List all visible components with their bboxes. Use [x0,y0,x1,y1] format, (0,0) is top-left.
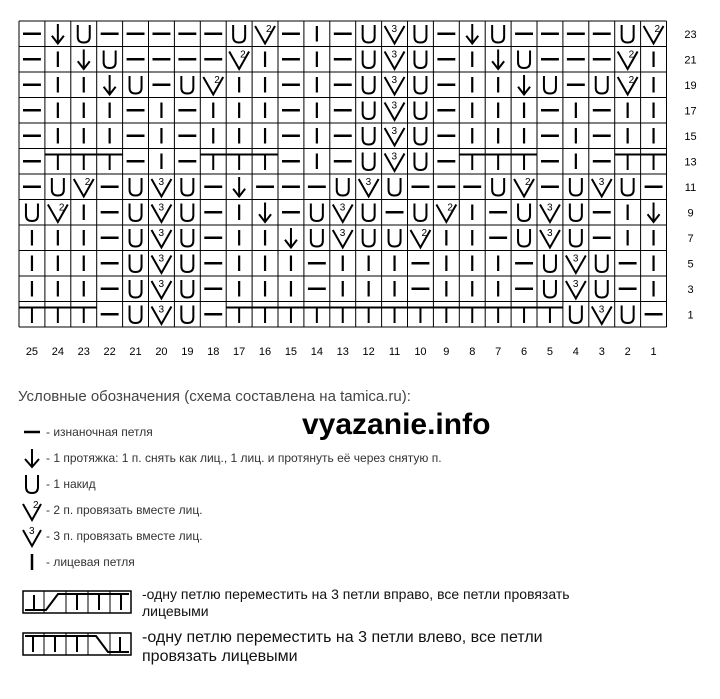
knit-stitch-icon [18,550,46,574]
column-label: 18 [207,346,220,358]
decrease-count: 2 [447,202,453,214]
k2tog-stitch [514,179,534,197]
yarn-over [311,229,323,247]
yarn-over [363,25,375,43]
decrease-count: 2 [58,202,65,214]
legend-item-k3tog [18,524,203,548]
decrease-count: 3 [391,126,398,137]
row-label: 23 [684,28,697,41]
row-label: 15 [684,130,697,143]
legend-text: - 1 протяжка: 1 п. снять как лиц., 1 лиц. и протянуть её через снятую п. [46,451,442,465]
site-brand: vyazanie.info [302,408,491,441]
decrease-count: 2 [214,75,220,86]
k2tog-stitch [203,77,223,95]
decrease-count: 2 [84,177,91,188]
yarn-over [130,178,142,196]
yarn-over [181,306,193,324]
yarn-over [570,229,582,247]
column-label: 8 [469,346,476,358]
column-label: 16 [258,346,272,358]
yarn-over [181,229,193,247]
column-label: 3 [598,346,605,358]
decrease-count: 2 [654,24,661,35]
yarn-over [596,280,608,298]
yarn-over [492,178,504,196]
decrease-count: 3 [158,304,165,316]
decrease-count: 3 [391,49,398,61]
yarn-over [622,25,634,43]
column-label: 24 [51,346,64,358]
row-label: 19 [684,79,697,92]
yarn-over [414,102,426,120]
k2tog-stitch [255,26,275,44]
column-label: 1 [650,346,657,358]
column-label: 17 [233,346,246,358]
decrease-count: 2 [240,49,246,61]
cable-left-icon [22,632,132,656]
yarn-over [518,229,530,247]
column-label: 13 [336,346,349,358]
yarn-over [596,76,608,94]
legend-cable-right [22,586,622,620]
legend-text: - 2 п. провязать вместе лиц. [46,503,203,517]
yarn-over [570,306,582,324]
yarn-over [181,204,193,222]
decrease-count: 3 [158,177,165,188]
column-label: 25 [25,346,39,358]
decrease-count: 3 [158,253,165,265]
legend-item-yo [18,472,96,496]
yarn-over [414,51,426,69]
decrease-count: 3 [391,151,398,163]
yarn-over [414,153,426,171]
yarn-over-icon [18,472,46,496]
cable-right-icon [22,590,132,614]
decrease-count: 3 [365,177,372,188]
yarn-over [363,229,375,247]
decrease-count: 3 [158,228,165,239]
yarn-over [363,102,375,120]
k2tog-stitch [436,202,456,223]
yarn-over [181,76,193,94]
yarn-over [363,204,375,222]
column-label: 4 [572,346,579,358]
svg-text:3: 3 [29,526,35,537]
column-label: 7 [495,346,502,358]
yarn-over [414,204,426,222]
yarn-over [363,127,375,145]
decrease-count: 3 [391,24,398,35]
yarn-over [130,306,142,324]
k2tog-stitch [229,49,249,70]
column-label: 15 [284,346,298,358]
column-label: 14 [310,346,323,358]
decrease-count: 3 [339,228,346,239]
yarn-over [622,306,634,324]
column-label: 23 [77,346,90,358]
yarn-over [52,178,64,196]
yarn-over [311,204,323,222]
decrease-count: 2 [421,228,428,239]
column-label: 9 [443,346,450,358]
yarn-over [181,178,193,196]
svg-text:2: 2 [33,500,39,511]
column-label: 21 [129,346,142,358]
row-label: 7 [687,232,694,245]
yarn-over [181,255,193,273]
purl-symbol-icon [18,420,46,444]
decrease-count: 3 [391,100,398,112]
decrease-count: 3 [158,202,165,214]
row-label: 17 [684,105,697,118]
k2tog-stitch [618,49,638,70]
yarn-over [181,280,193,298]
k2tog-stitch [48,202,68,223]
legend-cable-left [22,628,622,666]
yarn-over [414,127,426,145]
yarn-over [389,178,401,196]
k2tog-stitch [74,179,94,197]
yarn-over [78,25,90,43]
down-arrow-icon [18,446,46,470]
column-label: 12 [362,346,375,358]
legend-text: -одну петлю переместить на 3 петли влево, все петли провязать лицевыми [142,629,543,665]
row-label: 3 [687,283,694,296]
k2tog-stitch [644,26,664,44]
k2tog-icon [18,498,46,522]
yarn-over [130,76,142,94]
yarn-over [363,76,375,94]
decrease-count: 3 [546,202,553,214]
yarn-over [233,25,245,43]
yarn-over [130,204,142,222]
legend-text: - 3 п. провязать вместе лиц. [46,529,203,543]
decrease-count: 2 [525,177,531,188]
yarn-over [363,51,375,69]
column-label: 5 [546,346,554,358]
decrease-count: 2 [628,75,635,86]
yarn-over [26,204,38,222]
yarn-over [363,153,375,171]
legend-text: - лицевая петля [46,555,135,569]
yarn-over [544,255,556,273]
yarn-over [414,25,426,43]
legend-text: - изнаночная петля [46,425,153,439]
decrease-count: 3 [572,279,579,290]
legend-title: Условные обозначения (схема составлена на tamica.ru): [18,388,411,405]
legend-text: - 1 накид [46,477,96,491]
column-label: 20 [155,346,168,358]
k2tog-stitch [411,230,431,248]
column-label: 10 [414,346,427,358]
legend-text: -одну петлю переместить на 3 петли вправо, все петли провязать лицевыми [142,586,570,619]
yarn-over [130,229,142,247]
decrease-count: 3 [598,304,605,316]
yarn-over [104,51,116,69]
row-label: 1 [687,309,694,322]
k3tog-icon [18,524,46,548]
row-label: 5 [687,258,694,271]
column-label: 19 [181,346,194,358]
yarn-over [544,280,556,298]
row-label: 9 [687,207,694,220]
decrease-count: 3 [572,253,579,265]
yarn-over [570,178,582,196]
decrease-count: 3 [158,279,165,290]
yarn-over [622,178,634,196]
yarn-over [130,280,142,298]
yarn-over [492,25,504,43]
decrease-count: 3 [391,75,398,86]
column-label: 11 [388,346,401,358]
legend-item-purl [18,420,153,444]
yarn-over [337,178,349,196]
yarn-over [414,76,426,94]
yarn-over [570,204,582,222]
yarn-over [518,51,530,69]
decrease-count: 3 [339,202,346,214]
column-label: 22 [103,346,116,358]
decrease-count: 2 [628,49,635,61]
legend-item-knit [18,550,135,574]
legend-item-arrow [18,446,442,470]
column-label: 6 [520,346,528,358]
legend-item-k2tog [18,498,203,522]
yarn-over [596,255,608,273]
k2tog-stitch [618,77,638,95]
decrease-count: 3 [546,228,553,239]
decrease-count: 3 [598,177,605,188]
yarn-over [518,204,530,222]
row-label: 11 [684,181,697,194]
yarn-over [544,76,556,94]
decrease-count: 2 [266,24,272,35]
column-label: 2 [624,346,631,358]
yarn-over [389,229,401,247]
yarn-over [130,255,142,273]
row-label: 13 [684,156,697,169]
row-label: 21 [684,54,697,67]
